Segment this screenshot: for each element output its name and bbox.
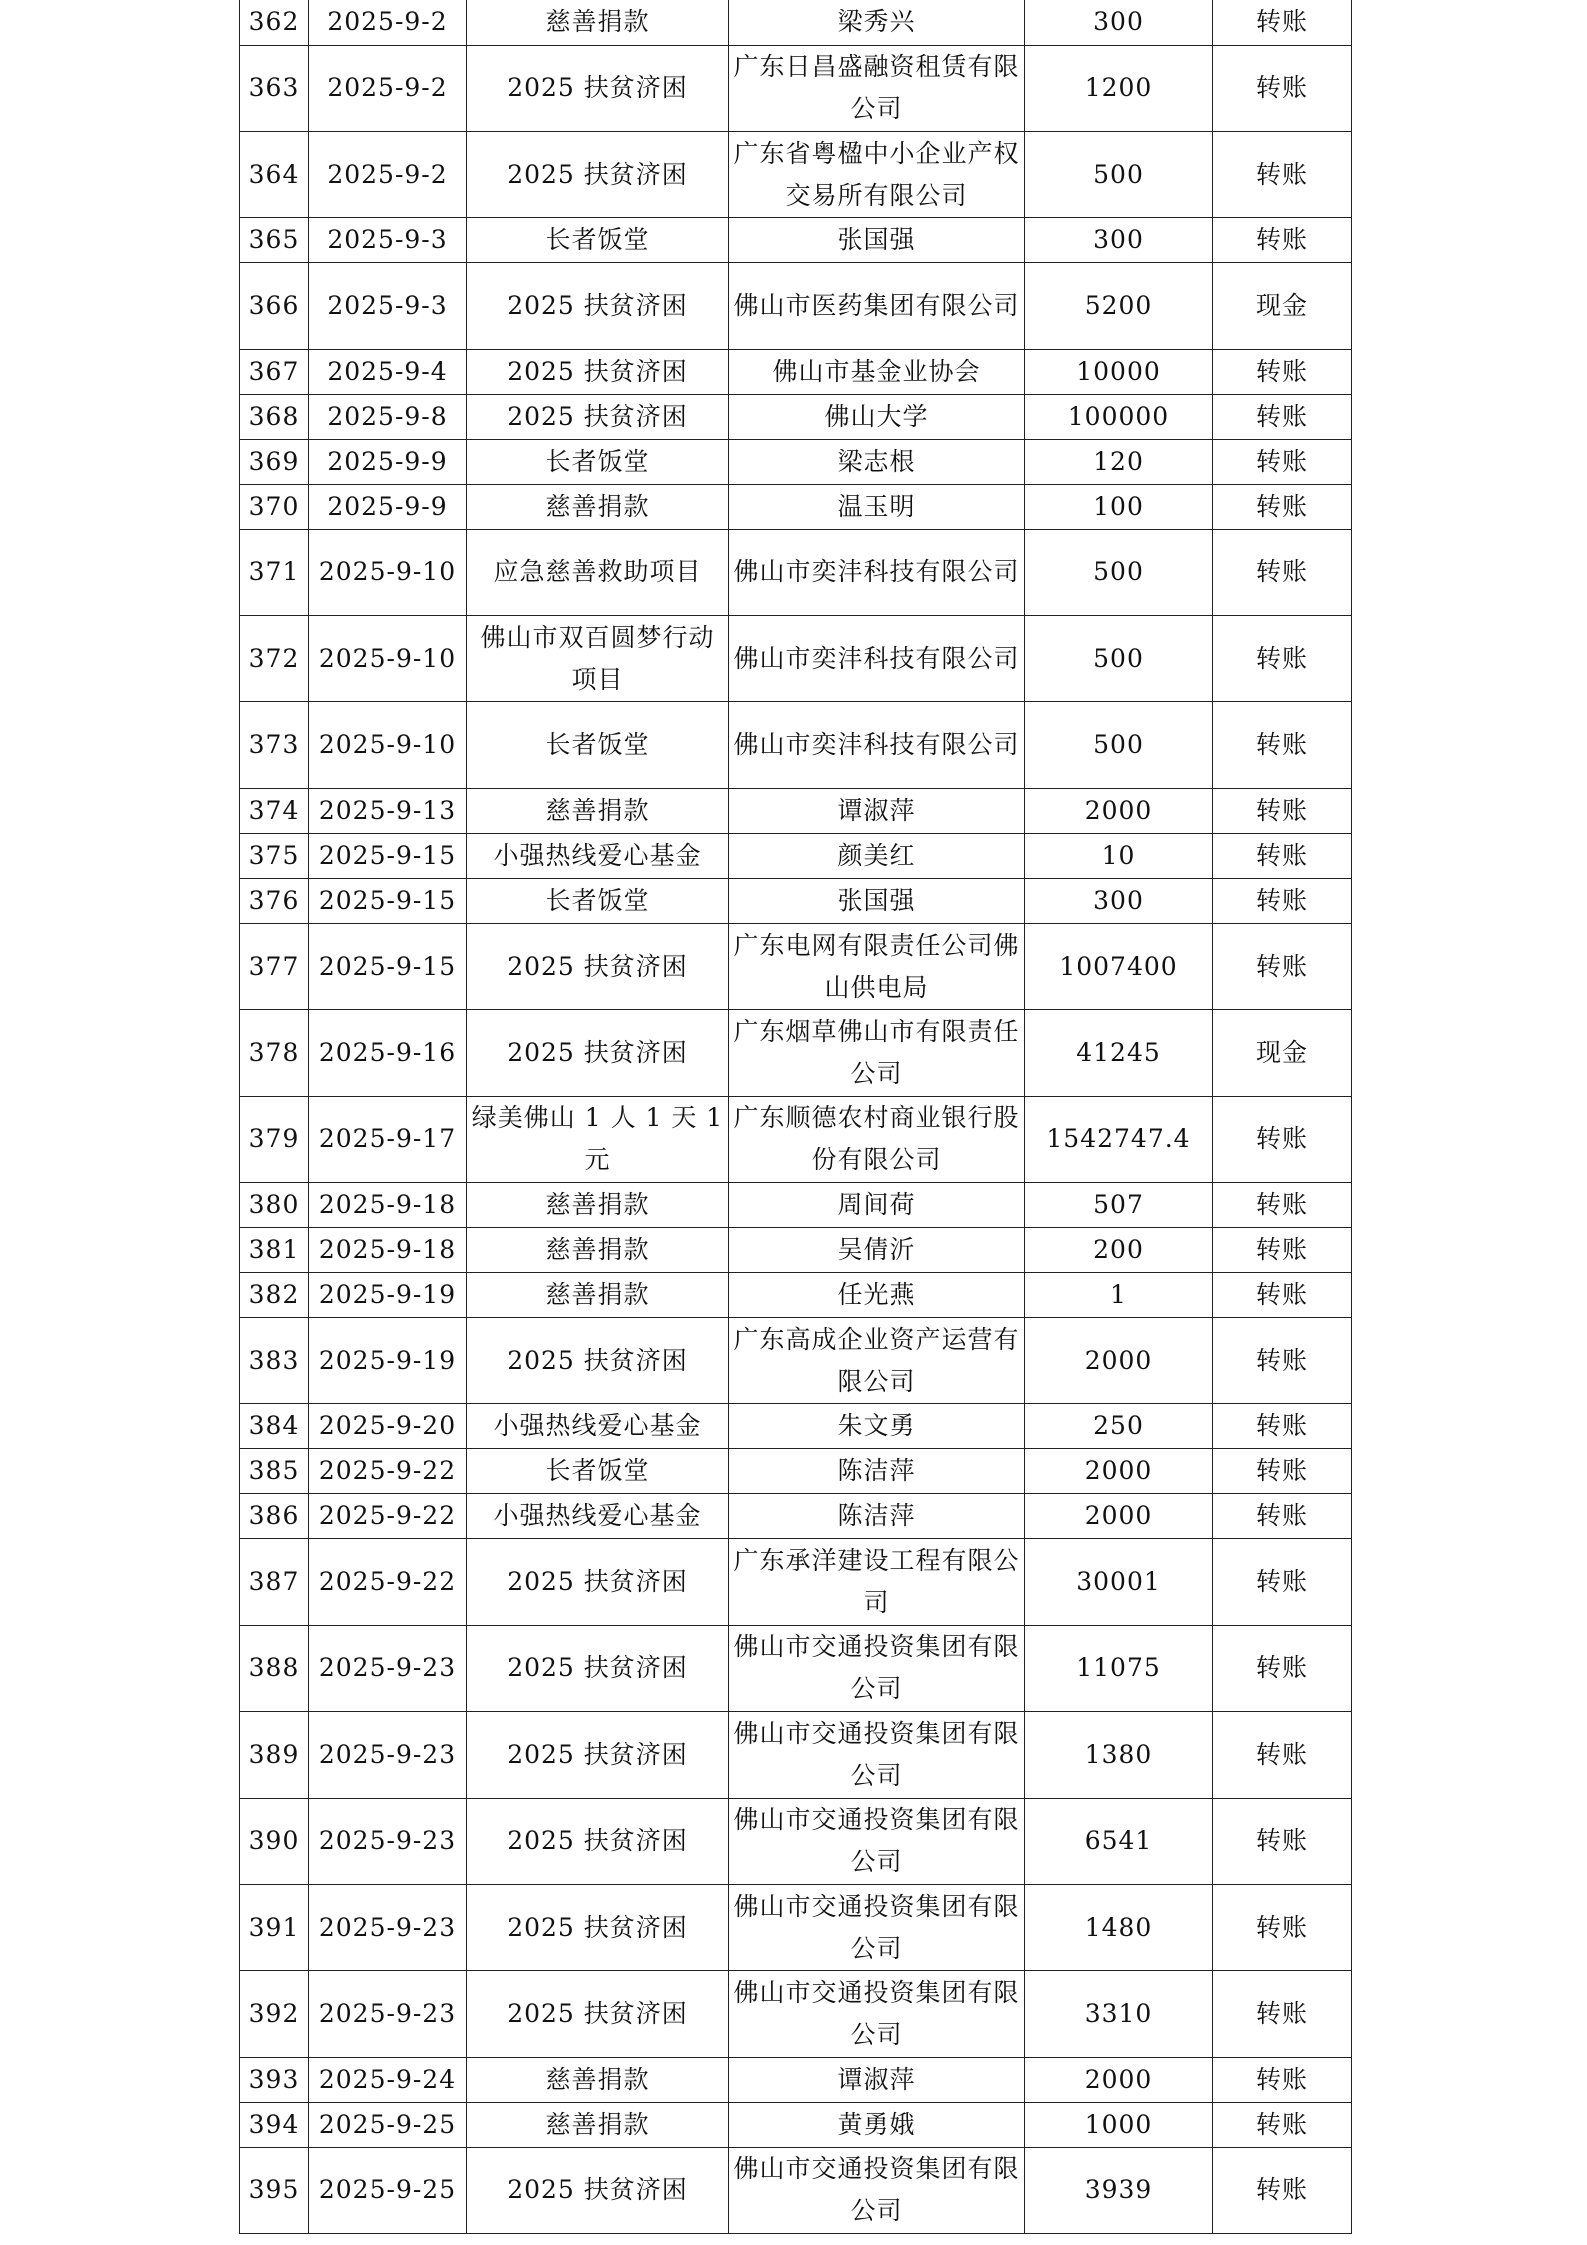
payment-method-cell: 转账 xyxy=(1213,131,1352,217)
payment-method-cell: 转账 xyxy=(1213,0,1352,45)
date-cell: 2025-9-9 xyxy=(309,484,467,529)
project-cell: 长者饭堂 xyxy=(467,218,729,263)
payment-method-cell: 转账 xyxy=(1213,394,1352,439)
payment-method-cell: 转账 xyxy=(1213,788,1352,833)
date-cell: 2025-9-10 xyxy=(309,702,467,788)
donor-cell: 梁秀兴 xyxy=(729,0,1025,45)
payment-method-cell: 转账 xyxy=(1213,1798,1352,1884)
row-number-cell: 392 xyxy=(240,1971,309,2057)
project-cell: 2025 扶贫济困 xyxy=(467,1539,729,1625)
date-cell: 2025-9-22 xyxy=(309,1449,467,1494)
row-number-cell: 377 xyxy=(240,923,309,1009)
row-number-cell: 391 xyxy=(240,1884,309,1970)
amount-cell: 300 xyxy=(1025,0,1213,45)
table-row xyxy=(240,2102,1352,2147)
project-cell: 长者饭堂 xyxy=(467,1449,729,1494)
project-cell: 2025 扶贫济困 xyxy=(467,923,729,1009)
table-row xyxy=(240,1798,1352,1884)
payment-method-cell: 转账 xyxy=(1213,1318,1352,1404)
amount-cell: 500 xyxy=(1025,529,1213,615)
date-cell: 2025-9-10 xyxy=(309,529,467,615)
date-cell: 2025-9-20 xyxy=(309,1404,467,1449)
amount-cell: 250 xyxy=(1025,1404,1213,1449)
table-row xyxy=(240,1318,1352,1404)
row-number-cell: 390 xyxy=(240,1798,309,1884)
amount-cell: 1007400 xyxy=(1025,923,1213,1009)
row-number-cell: 375 xyxy=(240,833,309,878)
amount-cell: 1480 xyxy=(1025,1884,1213,1970)
donor-cell: 广东电网有限责任公司佛山供电局 xyxy=(729,923,1025,1009)
project-cell: 长者饭堂 xyxy=(467,702,729,788)
project-cell: 2025 扶贫济困 xyxy=(467,2147,729,2233)
amount-cell: 30001 xyxy=(1025,1539,1213,1625)
payment-method-cell: 转账 xyxy=(1213,45,1352,131)
amount-cell: 3310 xyxy=(1025,1971,1213,2057)
donor-cell: 任光燕 xyxy=(729,1273,1025,1318)
date-cell: 2025-9-2 xyxy=(309,45,467,131)
row-number-cell: 376 xyxy=(240,878,309,923)
project-cell: 2025 扶贫济困 xyxy=(467,1798,729,1884)
donor-cell: 谭淑萍 xyxy=(729,2057,1025,2102)
table-row xyxy=(240,1539,1352,1625)
amount-cell: 1380 xyxy=(1025,1712,1213,1798)
donor-cell: 陈洁萍 xyxy=(729,1449,1025,1494)
payment-method-cell: 转账 xyxy=(1213,1971,1352,2057)
table-row xyxy=(240,263,1352,349)
table-row xyxy=(240,923,1352,1009)
donor-cell: 吴倩沂 xyxy=(729,1228,1025,1273)
payment-method-cell: 转账 xyxy=(1213,2057,1352,2102)
date-cell: 2025-9-9 xyxy=(309,439,467,484)
row-number-cell: 385 xyxy=(240,1449,309,1494)
date-cell: 2025-9-24 xyxy=(309,2057,467,2102)
payment-method-cell: 转账 xyxy=(1213,1273,1352,1318)
date-cell: 2025-9-22 xyxy=(309,1539,467,1625)
donor-cell: 广东省粤楹中小企业产权交易所有限公司 xyxy=(729,131,1025,217)
date-cell: 2025-9-15 xyxy=(309,833,467,878)
amount-cell: 500 xyxy=(1025,616,1213,702)
project-cell: 2025 扶贫济困 xyxy=(467,131,729,217)
date-cell: 2025-9-19 xyxy=(309,1318,467,1404)
payment-method-cell: 转账 xyxy=(1213,1449,1352,1494)
table-row xyxy=(240,1449,1352,1494)
table-row xyxy=(240,0,1352,45)
date-cell: 2025-9-15 xyxy=(309,878,467,923)
table-row xyxy=(240,1625,1352,1711)
date-cell: 2025-9-15 xyxy=(309,923,467,1009)
amount-cell: 1000 xyxy=(1025,2102,1213,2147)
amount-cell: 41245 xyxy=(1025,1010,1213,1096)
table-row xyxy=(240,788,1352,833)
row-number-cell: 393 xyxy=(240,2057,309,2102)
project-cell: 小强热线爱心基金 xyxy=(467,833,729,878)
donor-cell: 佛山市医药集团有限公司 xyxy=(729,263,1025,349)
project-cell: 2025 扶贫济困 xyxy=(467,1625,729,1711)
payment-method-cell: 转账 xyxy=(1213,833,1352,878)
table-row xyxy=(240,1884,1352,1970)
payment-method-cell: 转账 xyxy=(1213,1494,1352,1539)
donor-cell: 佛山市交通投资集团有限公司 xyxy=(729,1798,1025,1884)
donor-cell: 佛山大学 xyxy=(729,394,1025,439)
table-row xyxy=(240,1010,1352,1096)
donor-cell: 佛山市交通投资集团有限公司 xyxy=(729,1712,1025,1798)
row-number-cell: 372 xyxy=(240,616,309,702)
date-cell: 2025-9-23 xyxy=(309,1884,467,1970)
donor-cell: 佛山市交通投资集团有限公司 xyxy=(729,1625,1025,1711)
donor-cell: 周间荷 xyxy=(729,1183,1025,1228)
project-cell: 慈善捐款 xyxy=(467,484,729,529)
donor-cell: 佛山市交通投资集团有限公司 xyxy=(729,2147,1025,2233)
amount-cell: 100 xyxy=(1025,484,1213,529)
project-cell: 小强热线爱心基金 xyxy=(467,1494,729,1539)
payment-method-cell: 转账 xyxy=(1213,616,1352,702)
row-number-cell: 383 xyxy=(240,1318,309,1404)
date-cell: 2025-9-8 xyxy=(309,394,467,439)
project-cell: 2025 扶贫济困 xyxy=(467,1010,729,1096)
table-row xyxy=(240,1971,1352,2057)
donor-cell: 佛山市奕沣科技有限公司 xyxy=(729,616,1025,702)
row-number-cell: 380 xyxy=(240,1183,309,1228)
table-row xyxy=(240,349,1352,394)
date-cell: 2025-9-23 xyxy=(309,1971,467,2057)
date-cell: 2025-9-25 xyxy=(309,2102,467,2147)
row-number-cell: 366 xyxy=(240,263,309,349)
table-row xyxy=(240,218,1352,263)
project-cell: 2025 扶贫济困 xyxy=(467,349,729,394)
amount-cell: 507 xyxy=(1025,1183,1213,1228)
row-number-cell: 378 xyxy=(240,1010,309,1096)
row-number-cell: 368 xyxy=(240,394,309,439)
date-cell: 2025-9-2 xyxy=(309,131,467,217)
donor-cell: 佛山市交通投资集团有限公司 xyxy=(729,1884,1025,1970)
date-cell: 2025-9-4 xyxy=(309,349,467,394)
table-row xyxy=(240,1494,1352,1539)
row-number-cell: 384 xyxy=(240,1404,309,1449)
amount-cell: 3939 xyxy=(1025,2147,1213,2233)
payment-method-cell: 转账 xyxy=(1213,2102,1352,2147)
project-cell: 绿美佛山 1 人 1 天 1 元 xyxy=(467,1096,729,1182)
row-number-cell: 382 xyxy=(240,1273,309,1318)
amount-cell: 10 xyxy=(1025,833,1213,878)
project-cell: 慈善捐款 xyxy=(467,1228,729,1273)
table-row xyxy=(240,131,1352,217)
amount-cell: 200 xyxy=(1025,1228,1213,1273)
date-cell: 2025-9-23 xyxy=(309,1712,467,1798)
payment-method-cell: 转账 xyxy=(1213,218,1352,263)
table-row xyxy=(240,2057,1352,2102)
date-cell: 2025-9-18 xyxy=(309,1183,467,1228)
table-row xyxy=(240,1096,1352,1182)
row-number-cell: 386 xyxy=(240,1494,309,1539)
amount-cell: 2000 xyxy=(1025,788,1213,833)
row-number-cell: 369 xyxy=(240,439,309,484)
donor-cell: 张国强 xyxy=(729,218,1025,263)
row-number-cell: 381 xyxy=(240,1228,309,1273)
donor-cell: 温玉明 xyxy=(729,484,1025,529)
project-cell: 佛山市双百圆梦行动项目 xyxy=(467,616,729,702)
payment-method-cell: 转账 xyxy=(1213,2147,1352,2233)
date-cell: 2025-9-23 xyxy=(309,1798,467,1884)
table-row xyxy=(240,529,1352,615)
project-cell: 长者饭堂 xyxy=(467,878,729,923)
row-number-cell: 371 xyxy=(240,529,309,615)
donor-cell: 佛山市基金业协会 xyxy=(729,349,1025,394)
table-row xyxy=(240,1404,1352,1449)
amount-cell: 120 xyxy=(1025,439,1213,484)
payment-method-cell: 转账 xyxy=(1213,1096,1352,1182)
row-number-cell: 363 xyxy=(240,45,309,131)
row-number-cell: 362 xyxy=(240,0,309,45)
table-row xyxy=(240,1273,1352,1318)
amount-cell: 6541 xyxy=(1025,1798,1213,1884)
row-number-cell: 394 xyxy=(240,2102,309,2147)
donor-cell: 谭淑萍 xyxy=(729,788,1025,833)
donor-cell: 广东日昌盛融资租赁有限公司 xyxy=(729,45,1025,131)
project-cell: 2025 扶贫济困 xyxy=(467,45,729,131)
project-cell: 慈善捐款 xyxy=(467,788,729,833)
payment-method-cell: 转账 xyxy=(1213,1404,1352,1449)
payment-method-cell: 转账 xyxy=(1213,702,1352,788)
donor-cell: 佛山市交通投资集团有限公司 xyxy=(729,1971,1025,2057)
date-cell: 2025-9-16 xyxy=(309,1010,467,1096)
donor-cell: 佛山市奕沣科技有限公司 xyxy=(729,529,1025,615)
date-cell: 2025-9-10 xyxy=(309,616,467,702)
amount-cell: 500 xyxy=(1025,702,1213,788)
amount-cell: 2000 xyxy=(1025,1494,1213,1539)
table-row xyxy=(240,1712,1352,1798)
table-row xyxy=(240,2147,1352,2233)
date-cell: 2025-9-2 xyxy=(309,0,467,45)
donor-cell: 陈洁萍 xyxy=(729,1494,1025,1539)
date-cell: 2025-9-25 xyxy=(309,2147,467,2233)
date-cell: 2025-9-23 xyxy=(309,1625,467,1711)
donor-cell: 广东高成企业资产运营有限公司 xyxy=(729,1318,1025,1404)
payment-method-cell: 转账 xyxy=(1213,1712,1352,1798)
row-number-cell: 370 xyxy=(240,484,309,529)
date-cell: 2025-9-19 xyxy=(309,1273,467,1318)
amount-cell: 10000 xyxy=(1025,349,1213,394)
payment-method-cell: 转账 xyxy=(1213,349,1352,394)
row-number-cell: 387 xyxy=(240,1539,309,1625)
payment-method-cell: 转账 xyxy=(1213,1625,1352,1711)
project-cell: 慈善捐款 xyxy=(467,1273,729,1318)
table-row xyxy=(240,1183,1352,1228)
row-number-cell: 379 xyxy=(240,1096,309,1182)
table-row xyxy=(240,878,1352,923)
donation-table xyxy=(239,0,1352,2234)
table-row xyxy=(240,702,1352,788)
table-row xyxy=(240,45,1352,131)
project-cell: 长者饭堂 xyxy=(467,439,729,484)
date-cell: 2025-9-3 xyxy=(309,218,467,263)
payment-method-cell: 转账 xyxy=(1213,923,1352,1009)
project-cell: 2025 扶贫济困 xyxy=(467,394,729,439)
amount-cell: 300 xyxy=(1025,878,1213,923)
payment-method-cell: 转账 xyxy=(1213,1183,1352,1228)
project-cell: 2025 扶贫济困 xyxy=(467,1712,729,1798)
table-row xyxy=(240,1228,1352,1273)
row-number-cell: 367 xyxy=(240,349,309,394)
table-row xyxy=(240,439,1352,484)
project-cell: 小强热线爱心基金 xyxy=(467,1404,729,1449)
amount-cell: 100000 xyxy=(1025,394,1213,439)
donor-cell: 黄勇娥 xyxy=(729,2102,1025,2147)
donor-cell: 佛山市奕沣科技有限公司 xyxy=(729,702,1025,788)
amount-cell: 1200 xyxy=(1025,45,1213,131)
amount-cell: 1 xyxy=(1025,1273,1213,1318)
row-number-cell: 395 xyxy=(240,2147,309,2233)
project-cell: 应急慈善救助项目 xyxy=(467,529,729,615)
project-cell: 慈善捐款 xyxy=(467,1183,729,1228)
payment-method-cell: 转账 xyxy=(1213,1539,1352,1625)
payment-method-cell: 现金 xyxy=(1213,1010,1352,1096)
amount-cell: 2000 xyxy=(1025,1449,1213,1494)
date-cell: 2025-9-3 xyxy=(309,263,467,349)
payment-method-cell: 转账 xyxy=(1213,878,1352,923)
donor-cell: 朱文勇 xyxy=(729,1404,1025,1449)
donor-cell: 广东承洋建设工程有限公司 xyxy=(729,1539,1025,1625)
project-cell: 2025 扶贫济困 xyxy=(467,1971,729,2057)
date-cell: 2025-9-18 xyxy=(309,1228,467,1273)
amount-cell: 11075 xyxy=(1025,1625,1213,1711)
amount-cell: 5200 xyxy=(1025,263,1213,349)
row-number-cell: 365 xyxy=(240,218,309,263)
donor-cell: 广东烟草佛山市有限责任公司 xyxy=(729,1010,1025,1096)
date-cell: 2025-9-17 xyxy=(309,1096,467,1182)
amount-cell: 1542747.4 xyxy=(1025,1096,1213,1182)
amount-cell: 300 xyxy=(1025,218,1213,263)
date-cell: 2025-9-13 xyxy=(309,788,467,833)
row-number-cell: 388 xyxy=(240,1625,309,1711)
row-number-cell: 364 xyxy=(240,131,309,217)
project-cell: 2025 扶贫济困 xyxy=(467,263,729,349)
project-cell: 慈善捐款 xyxy=(467,2102,729,2147)
row-number-cell: 389 xyxy=(240,1712,309,1798)
project-cell: 慈善捐款 xyxy=(467,0,729,45)
row-number-cell: 373 xyxy=(240,702,309,788)
donor-cell: 张国强 xyxy=(729,878,1025,923)
date-cell: 2025-9-22 xyxy=(309,1494,467,1539)
table-row xyxy=(240,833,1352,878)
table-body xyxy=(240,0,1352,2234)
row-number-cell: 374 xyxy=(240,788,309,833)
amount-cell: 2000 xyxy=(1025,2057,1213,2102)
payment-method-cell: 转账 xyxy=(1213,1228,1352,1273)
table-row xyxy=(240,484,1352,529)
payment-method-cell: 转账 xyxy=(1213,529,1352,615)
project-cell: 2025 扶贫济困 xyxy=(467,1318,729,1404)
table-row xyxy=(240,616,1352,702)
table-row xyxy=(240,394,1352,439)
project-cell: 慈善捐款 xyxy=(467,2057,729,2102)
amount-cell: 2000 xyxy=(1025,1318,1213,1404)
donor-cell: 梁志根 xyxy=(729,439,1025,484)
payment-method-cell: 转账 xyxy=(1213,484,1352,529)
payment-method-cell: 转账 xyxy=(1213,1884,1352,1970)
donor-cell: 广东顺德农村商业银行股份有限公司 xyxy=(729,1096,1025,1182)
amount-cell: 500 xyxy=(1025,131,1213,217)
donor-cell: 颜美红 xyxy=(729,833,1025,878)
payment-method-cell: 现金 xyxy=(1213,263,1352,349)
payment-method-cell: 转账 xyxy=(1213,439,1352,484)
project-cell: 2025 扶贫济困 xyxy=(467,1884,729,1970)
